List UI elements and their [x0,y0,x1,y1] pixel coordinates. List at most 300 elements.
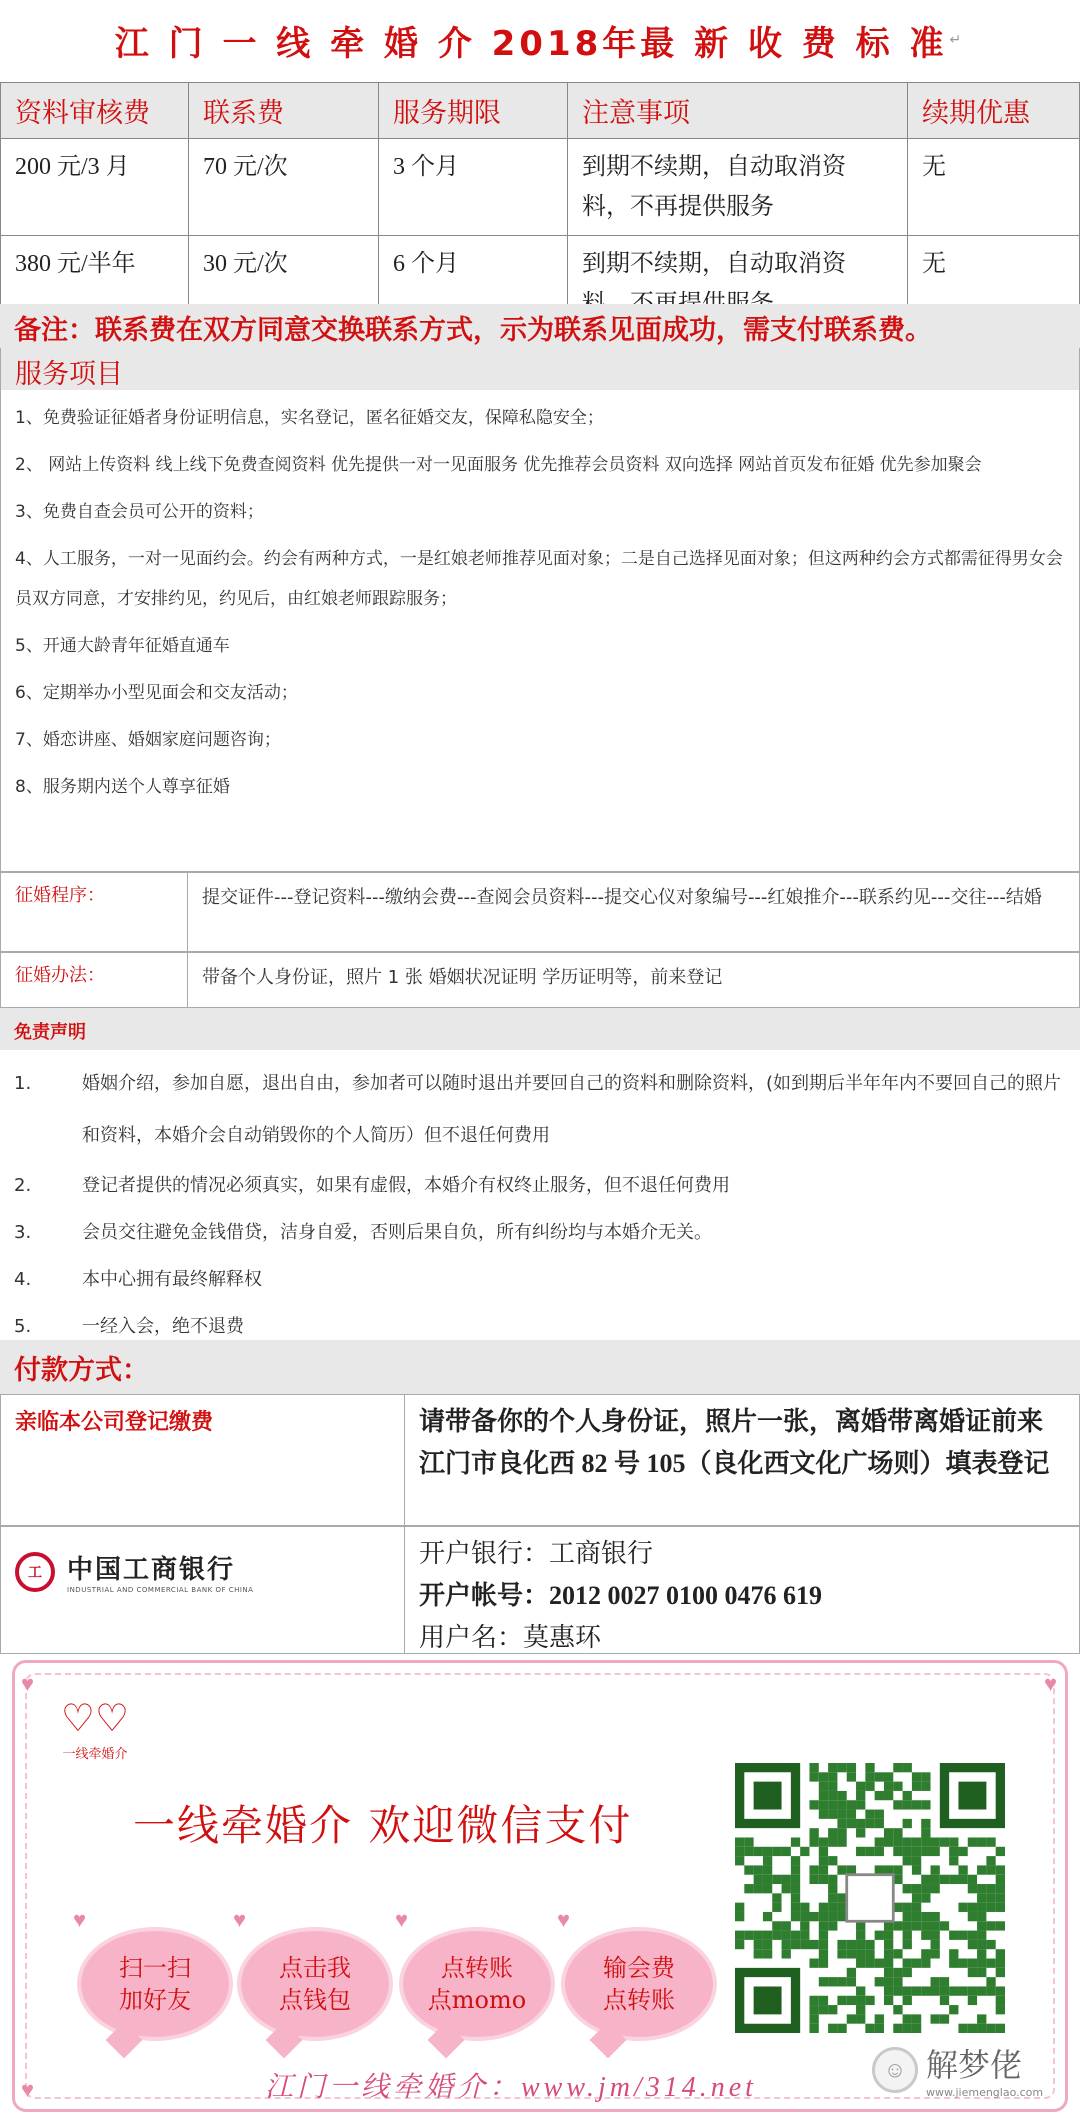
qr-module [754,1847,763,1856]
bubble-line-1: 输会费 [603,1954,675,1982]
qr-module [931,1921,940,1930]
list-item: 6、定期举办小型见面会和交友活动； [15,683,298,703]
qr-module [968,1884,977,1893]
qr-module [819,1996,828,2005]
qr-module [856,2014,865,2023]
qr-module [772,1903,781,1912]
services-list [0,390,1080,872]
table-cell: 到期不续期，自动取消资料，不再提供服务 [568,139,908,236]
qr-module [912,1986,921,1995]
qr-module [921,1949,930,1958]
qr-module [809,1828,818,1837]
qr-module [837,1828,846,1837]
qr-module [958,1931,967,1940]
qr-module [847,1819,856,1828]
qr-module [856,1847,865,1856]
list-item [14,1209,1066,1256]
promo-logo [45,1699,145,1762]
qr-module [847,1949,856,1958]
qr-module [837,1912,846,1921]
watermark [872,2040,1043,2099]
qr-module [986,1921,995,1930]
qr-module [847,1968,856,1977]
qr-module [837,1763,846,1772]
bubble-line-2: 点momo [427,1986,527,2014]
disclaimer-list [0,1050,1080,1340]
bubble-line-2: 加好友 [119,1986,191,2014]
payment-heading: 付款方式： [0,1340,1080,1394]
qr-module [893,1986,902,1995]
qr-module [856,1791,865,1800]
qr-module [921,1884,930,1893]
qr-module [828,1810,837,1819]
qr-module [884,1968,893,1977]
qr-avatar [847,1875,894,1922]
qr-module [958,1986,967,1995]
qr-module [912,1921,921,1930]
qr-module [977,1949,986,1958]
qr-module [809,2024,818,2033]
qr-module [884,1940,893,1949]
header-service-period: 服务期限 [379,83,568,139]
qr-module [921,1875,930,1884]
qr-module [819,1959,828,1968]
list-item [14,1256,1066,1303]
heart-icon: ♥ [21,2077,35,2102]
bank-name-en: INDUSTRIAL AND COMMERCIAL BANK OF CHINA [67,1586,254,1594]
list-item-number: 5. [14,1316,32,1337]
qr-module [931,1847,940,1856]
qr-module [977,1921,986,1930]
qr-module [903,1921,912,1930]
table-cell: 无 [908,236,1080,333]
visit-payment-row [0,1394,1080,1526]
qr-module [958,2024,967,2033]
qr-module [809,1912,818,1921]
qr-module [949,1986,958,1995]
bubble-line-1: 点击我 [279,1954,351,1982]
qr-module [996,1996,1005,2005]
qr-module [837,1949,846,1958]
qr-module [893,2005,902,2014]
qr-module [809,1996,818,2005]
qr-module [856,1782,865,1791]
qr-module [996,1884,1005,1893]
qr-module [800,1912,809,1921]
qr-module [931,1865,940,1874]
qr-module [940,1875,949,1884]
qr-module [847,2014,856,2023]
qr-module [809,1875,818,1884]
list-item-number: 3. [14,1222,32,1243]
qr-module [968,1968,977,1977]
qr-module [903,1912,912,1921]
qr-module [828,1921,837,1930]
qr-module [996,1959,1005,1968]
qr-module [949,1875,958,1884]
watermark-face-icon: ☺ [872,2047,918,2093]
qr-module [949,1847,958,1856]
qr-module [912,1903,921,1912]
qr-module [837,1893,846,1902]
qr-module [949,1949,958,1958]
qr-module [968,2024,977,2033]
qr-module [837,1819,846,1828]
promo-headline: 一线牵婚介 欢迎微信支付 [133,1801,633,1850]
qr-module [782,1940,791,1949]
qr-module [958,1875,967,1884]
qr-module [931,1875,940,1884]
qr-module [893,1968,902,1977]
qr-module [847,1977,856,1986]
qr-module [977,1893,986,1902]
qr-module [735,1856,744,1865]
qr-module [986,1893,995,1902]
qr-module [931,1912,940,1921]
qr-module [837,1940,846,1949]
qr-module [819,1810,828,1819]
qr-module [903,1791,912,1800]
qr-module [977,1940,986,1949]
qr-module [837,2024,846,2033]
step-bubble [403,1931,551,2037]
qr-module [744,1884,753,1893]
qr-module [744,1837,753,1846]
qr-module [735,1940,744,1949]
qr-module [819,1847,828,1856]
qr-module [968,1903,977,1912]
qr-module [903,1940,912,1949]
qr-module [856,1940,865,1949]
qr-module [884,1828,893,1837]
qr-module [865,1772,874,1781]
qr-module [931,1940,940,1949]
page-title [0,0,1080,80]
qr-module [791,1912,800,1921]
qr-module [782,1884,791,1893]
qr-module [828,1977,837,1986]
visit-label: 亲临本公司登记缴费 [15,1410,214,1435]
qr-module [809,1959,818,1968]
header-review-fee: 资料审核费 [1,83,189,139]
list-item: 8、服务期内送个人尊享征婚 [15,777,230,797]
qr-module [931,2014,940,2023]
method-label: 征婚办法： [0,952,188,1008]
qr-module [958,1847,967,1856]
qr-module [856,1828,865,1837]
qr-module [921,1986,930,1995]
qr-module [996,2024,1005,2033]
procedure-text: 提交证件---登记资料---缴纳会费---查阅会员资料---提交心仪对象编号---红娘推介---联系约见---交往---结婚 [188,872,1080,952]
qr-module [996,1986,1005,1995]
qr-module [986,2024,995,2033]
qr-module [791,1884,800,1893]
list-item-text: 会员交往避免金钱借贷，洁身自爱，否则后果自负，所有纠纷均与本婚介无关。 [82,1222,712,1243]
qr-module [735,1837,744,1846]
qr-module [837,1791,846,1800]
qr-module [791,1940,800,1949]
qr-module [791,1931,800,1940]
qr-module [903,1986,912,1995]
qr-module [763,1912,772,1921]
qr-module [754,1875,763,1884]
qr-module [809,1865,818,1874]
qr-module [772,1931,781,1940]
qr-module [884,1996,893,2005]
qr-module [893,1828,902,1837]
qr-module [809,2014,818,2023]
qr-module [791,1865,800,1874]
qr-module [884,1837,893,1846]
qr-module [884,1986,893,1995]
qr-module [903,1819,912,1828]
method-text: 带备个人身份证，照片 1 张 婚姻状况证明 学历证明等，前来登记 [188,952,1080,1008]
qr-module [837,1800,846,1809]
qr-module [856,2005,865,2014]
qr-module [819,1949,828,1958]
qr-module [856,1959,865,1968]
qr-module [856,1800,865,1809]
qr-module [865,1819,874,1828]
qr-module [828,1772,837,1781]
qr-module [809,1800,818,1809]
qr-module [763,1847,772,1856]
table-cell: 3 个月 [379,139,568,236]
qr-module [931,1931,940,1940]
qr-module [893,2024,902,2033]
qr-module [819,1837,828,1846]
disclaimer-heading: 免责声明 [0,1008,1080,1050]
qr-module [893,1847,902,1856]
qr-module [828,1903,837,1912]
double-heart-icon: ♡♡ [60,1698,130,1740]
qr-module [828,1875,837,1884]
qr-module [782,1875,791,1884]
qr-module [968,1875,977,1884]
table-cell: 380 元/半年 [1,236,189,333]
qr-module [921,1837,930,1846]
table-cell: 无 [908,139,1080,236]
qr-module [977,1959,986,1968]
note-bar: 备注：联系费在双方同意交换联系方式，示为联系见面成功，需支付联系费。 [0,304,1080,348]
visit-text: 请带备你的个人身份证，照片一张，离婚带离婚证前来江门市良化西 82 号 105（良化西文化广场则）填表登记 [405,1394,1080,1526]
qr-module [828,1828,837,1837]
qr-module [754,1884,763,1893]
qr-module [921,1912,930,1921]
qr-module [977,1968,986,1977]
qr-module [800,1940,809,1949]
qr-module [754,1931,763,1940]
qr-module [912,1959,921,1968]
bank-line-2: 开户帐号：2012 0027 0100 0476 619 [419,1581,823,1610]
qr-module [744,1865,753,1874]
qr-module [986,1940,995,1949]
qr-module [754,1865,763,1874]
step-bubble [81,1931,229,2037]
qr-module [875,1819,884,1828]
qr-module [763,1865,772,1874]
qr-module [912,1800,921,1809]
qr-module [893,1977,902,1986]
qr-module [875,1931,884,1940]
qr-module [921,1847,930,1856]
qr-module [819,2005,828,2014]
qr-module [819,1772,828,1781]
fee-table-header-row [1,83,1080,139]
qr-module [986,1884,995,1893]
list-item-text: 一经入会，绝不退费 [82,1316,244,1337]
qr-module [996,1875,1005,1884]
qr-module [912,1837,921,1846]
return-mark-icon: ↵ [949,32,966,48]
list-item: 1、免费验证征婚者身份证明信息，实名登记，匿名征婚交友，保障私隐安全； [15,408,604,428]
qr-module [837,1903,846,1912]
header-renewal: 续期优惠 [908,83,1080,139]
bank-payment-row [0,1526,1080,1654]
services-heading: 服务项目 [0,348,1080,390]
qr-module [903,2014,912,2023]
qr-module [865,1996,874,2005]
qr-module [819,1782,828,1791]
qr-module [977,2024,986,2033]
qr-module [940,1986,949,1995]
heart-icon: ♥ [395,1907,409,1932]
qr-module [921,1828,930,1837]
qr-module [912,1772,921,1781]
qr-module [921,1931,930,1940]
qr-module [903,1763,912,1772]
qr-module [986,1837,995,1846]
qr-module [931,1949,940,1958]
qr-module [949,1856,958,1865]
header-contact-fee: 联系费 [189,83,379,139]
watermark-cn: 解梦佬 [926,2046,1023,2084]
qr-module [931,1986,940,1995]
qr-module [772,1875,781,1884]
qr-module [968,1912,977,1921]
heart-icon: ♥ [73,1907,87,1932]
heart-icon: ♥ [21,1671,35,1696]
qr-module [819,1903,828,1912]
qr-module [977,1931,986,1940]
qr-module [847,1800,856,1809]
qr-module [986,1903,995,1912]
qr-module [837,1865,846,1874]
table-cell: 6 个月 [379,236,568,333]
qr-module [800,1921,809,1930]
qr-module [819,1921,828,1930]
qr-module [865,1782,874,1791]
method-row [0,952,1080,1008]
list-item: 5、开通大龄青年征婚直通车 [15,636,230,656]
bank-details [405,1526,1080,1654]
qr-module [837,1977,846,1986]
table-cell: 200 元/3 月 [1,139,189,236]
procedure-row [0,872,1080,952]
qr-module [744,1847,753,1856]
qr-module [996,1903,1005,1912]
qr-module [912,1893,921,1902]
qr-module [921,1782,930,1791]
qr-module [754,1949,763,1958]
qr-module [809,1837,818,1846]
qr-module [837,1837,846,1846]
qr-module [958,1865,967,1874]
qr-module [828,1856,837,1865]
qr-module [949,2005,958,2014]
qr-module [875,1977,884,1986]
qr-module [893,1903,902,1912]
qr-module [996,2005,1005,2014]
qr-module [828,1893,837,1902]
qr-module [912,1912,921,1921]
qr-module [875,1791,884,1800]
qr-module [968,1931,977,1940]
bank-name-cn: 中国工商银行 [67,1555,236,1585]
bubble-line-2: 点转账 [603,1986,675,2014]
table-row [1,139,1080,236]
qr-module [809,1772,818,1781]
qr-module [763,1940,772,1949]
qr-module [828,1763,837,1772]
qr-module [809,2005,818,2014]
qr-module [763,1949,772,1958]
qr-module [819,1875,828,1884]
qr-module [744,1931,753,1940]
qr-module [865,1959,874,1968]
qr-module [865,1763,874,1772]
qr-module [875,1772,884,1781]
list-item [14,1162,1066,1209]
qr-module [828,2024,837,2033]
qr-module [800,1903,809,1912]
qr-module [968,1837,977,1846]
qr-module [977,1837,986,1846]
qr-module [884,1791,893,1800]
qr-module [875,2024,884,2033]
qr-module [856,1819,865,1828]
qr-module [893,1921,902,1930]
qr-module [791,1856,800,1865]
qr-module [968,1986,977,1995]
qr-module [875,2014,884,2023]
heart-icon: ♥ [557,1907,571,1932]
qr-module [903,1847,912,1856]
qr-module [940,1921,949,1930]
qr-module [800,1847,809,1856]
wechat-qr-code[interactable] [735,1763,1005,2033]
qr-module [968,1940,977,1949]
qr-module [940,1837,949,1846]
qr-module [940,1977,949,1986]
header-notes: 注意事项 [568,83,908,139]
qr-module [763,1875,772,1884]
qr-module [893,1837,902,1846]
qr-module [884,1977,893,1986]
bubble-line-2: 点钱包 [279,1986,351,2014]
qr-module [912,1856,921,1865]
qr-module [791,1903,800,1912]
qr-module [968,1996,977,2005]
qr-module [986,1865,995,1874]
qr-module [875,1810,884,1819]
qr-module [763,1931,772,1940]
qr-module [921,1921,930,1930]
page-title-text: 江 门 一 线 牵 婚 介 2018年最 新 收 费 标 准 [114,23,948,64]
qr-module [931,1837,940,1846]
qr-module [809,1763,818,1772]
qr-module [865,1940,874,1949]
